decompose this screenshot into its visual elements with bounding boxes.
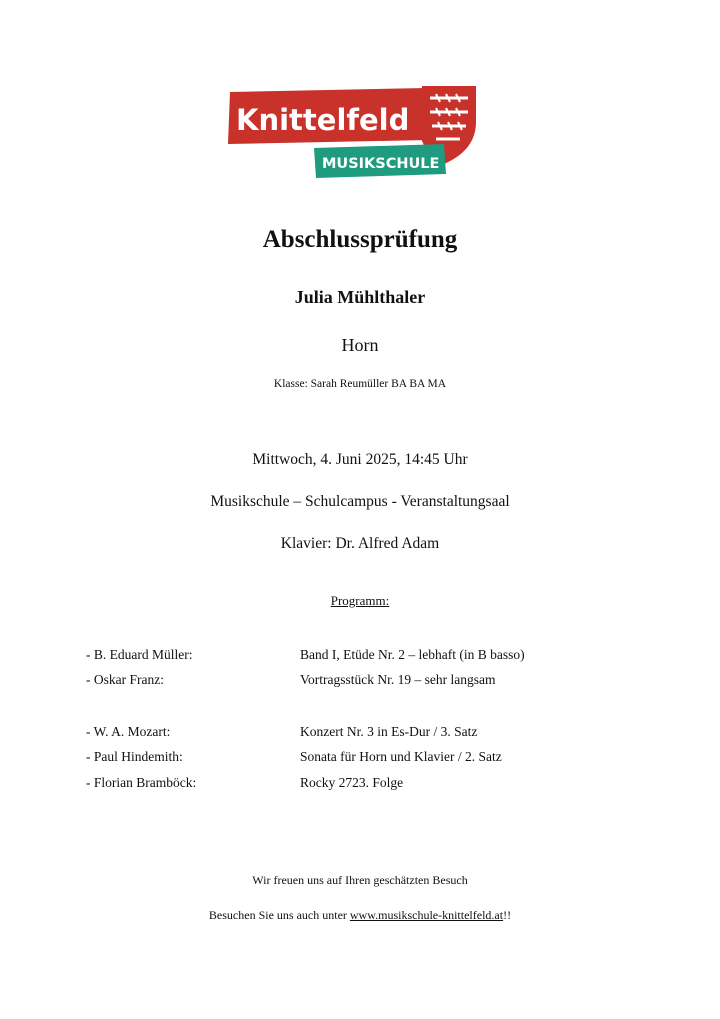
teacher-class: Klasse: Sarah Reumüller BA BA MA <box>273 378 447 390</box>
program-item <box>86 647 646 667</box>
program-composer: - W. A. Mozart: <box>86 724 171 739</box>
footer-invite: Wir freuen uns auf Ihren geschätzten Besuch <box>252 873 468 887</box>
program-piece: Rocky 2723. Folge <box>300 775 404 790</box>
instrument: Horn <box>341 335 379 355</box>
website-link[interactable]: www.musikschule-knittelfeld.at <box>349 908 504 922</box>
program-item <box>86 724 646 744</box>
program-piece: Vortragsstück Nr. 19 – sehr langsam <box>300 672 496 687</box>
program-item <box>86 672 646 692</box>
pianist: Klavier: Dr. Alfred Adam <box>280 535 440 552</box>
footer-visit-suffix: !! <box>503 908 512 922</box>
program-item <box>86 775 646 795</box>
program-heading-wrap <box>0 593 720 609</box>
student-name: Julia Mühlthaler <box>294 287 426 307</box>
program-heading: Programm: <box>330 593 390 608</box>
musikschule-logo <box>226 82 482 182</box>
program-composer: - Florian Bramböck: <box>86 775 197 790</box>
program-item <box>86 749 646 769</box>
event-venue: Musikschule – Schulcampus - Veranstaltungsaal <box>210 493 510 510</box>
logo-sub: MUSIKSCHULE <box>322 156 440 172</box>
program-piece: Band I, Etüde Nr. 2 – lebhaft (in B basso) <box>300 647 525 662</box>
program-piece: Sonata für Horn und Klavier / 2. Satz <box>300 749 502 764</box>
program-composer: - Oskar Franz: <box>86 672 164 687</box>
footer-visit-prefix: Besuchen Sie uns auch unter <box>208 908 350 922</box>
logo-graphic <box>226 82 482 182</box>
page-title: Abschlussprüfung <box>262 226 458 253</box>
event-date: Mittwoch, 4. Juni 2025, 14:45 Uhr <box>252 451 468 468</box>
program-piece: Konzert Nr. 3 in Es-Dur / 3. Satz <box>300 724 478 739</box>
program-composer: - B. Eduard Müller: <box>86 647 193 662</box>
footer-visit <box>0 908 720 923</box>
program-composer: - Paul Hindemith: <box>86 749 183 764</box>
logo-name: Knittelfeld <box>236 103 410 137</box>
